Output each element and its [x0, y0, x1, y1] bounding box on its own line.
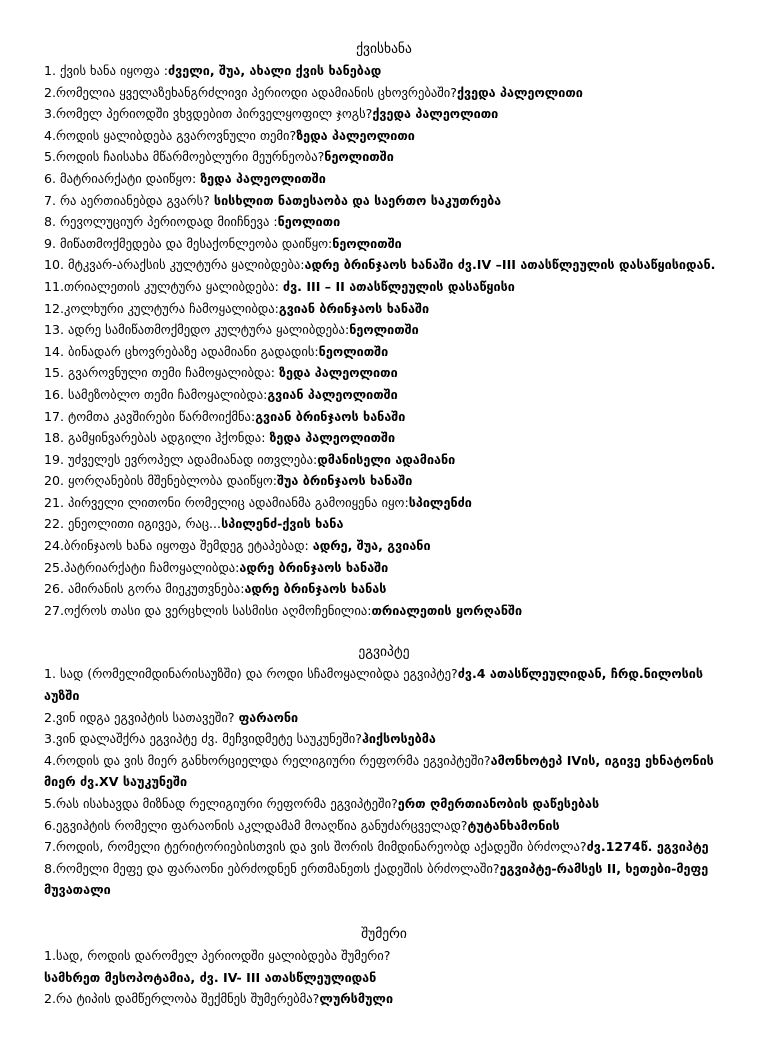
document-body: [44, 38, 724, 1010]
question-line: [44, 60, 724, 82]
answer-text: ნეოლითი: [277, 214, 341, 230]
question-line: [44, 836, 724, 858]
answer-text: ძვ.4 ათასწლეულიდან, ჩრდ.ნილოსის აუზში: [44, 666, 704, 704]
question-text: 4.როდის ყალიბდება გვაროვნული თემი?: [44, 127, 297, 143]
question-line: [44, 513, 724, 535]
question-line: [44, 858, 724, 901]
question-line: [44, 384, 724, 406]
answer-text: ადრე ბრინჯაოს ხანას: [244, 581, 387, 597]
section-title: ეგვიპტე: [358, 644, 410, 661]
question-line: [44, 470, 724, 492]
question-line: [44, 103, 724, 125]
answer-text: ფარაონი: [238, 709, 299, 725]
question-line: [44, 406, 724, 428]
question-text: 1.სად, როდის დარომელ პერიოდში ყალიბდება შუმერი?: [44, 947, 391, 963]
answer-text: ძვ. III – II ათასწლეულის დასაწყისი: [282, 278, 515, 294]
question-line: [44, 492, 724, 514]
answer-text: ადრე ბრინჯაოს ხანაში: [239, 559, 389, 575]
question-line: [44, 82, 724, 104]
question-line: [44, 362, 724, 384]
question-text: 6. მატრიარქატი დაიწყო:: [44, 170, 201, 186]
section-title: შუმერი: [361, 925, 407, 942]
answer-text: დმანისელი ადამიანი: [317, 451, 456, 467]
answer-text: სამხრეთ მესოპოტამია, ძვ. IV- III ათასწლეულიდან: [44, 969, 377, 985]
question-line: [44, 168, 724, 190]
question-text: 1. სად (რომელიმდინარისაუზში) და როდი სჩამოყალიბდა ეგვიპტე?: [44, 666, 458, 682]
question-text: 16. სამეზობლო თემი ჩამოყალიბდა:: [44, 386, 268, 402]
question-line: [44, 600, 724, 622]
question-text: 7. რა აერთიანებდა გვარს?: [44, 192, 214, 208]
question-text: 21. პირველი ლითონი რომელიც ადამიანმა გამოიყენა იყო:: [44, 494, 409, 510]
answer-text: გვიან ბრინჯაოს ხანაში: [278, 300, 430, 316]
answer-text: ძვ.1274წ. ეგვიპტე: [586, 839, 709, 855]
question-line: [44, 125, 724, 147]
question-text: 4.როდის და ვის მიერ განხორციელდა რელიგიური რეფორმა ეგვიპტეში?: [44, 752, 491, 768]
answer-text: სპილენძი: [408, 494, 472, 510]
question-text: 5.როდის ჩაისახა მწარმოებლური მეურნეობა?: [44, 149, 325, 165]
answer-text: ზედა პალეოლითი: [279, 365, 398, 381]
answer-text: ზედა პალეოლითში: [200, 170, 326, 186]
question-text: 15. გვაროვნული თემი ჩამოყალიბდა:: [44, 365, 280, 381]
question-line: [44, 535, 724, 557]
answer-text: ნეოლითში: [318, 343, 389, 359]
answer-text: ამონხოტეპ IVის, იგივე ეხნატონის მიერ ძვ.XV საუკუნეში: [44, 752, 714, 790]
question-line: [44, 190, 724, 212]
question-text: 5.რას ისახავდა მიზნად რელიგიური რეფორმა ეგვიპტეში?: [44, 796, 398, 811]
question-text: 1. ქვის ხანა იყოფა :: [44, 63, 168, 78]
question-line: [44, 254, 724, 276]
question-text: 13. ადრე სამიწათმოქმედო კულტურა ყალიბდება:: [44, 322, 350, 338]
question-text: 6.ეგვიპტის რომელი ფარაონის აკლდამამ მოაღწია განუძარცველად?: [44, 817, 468, 833]
question-text: 3.ვინ დალაშქრა ეგვიპტე ძვ. მეჩვიდმეტე საუკუნეში?: [44, 731, 362, 747]
question-line: [44, 233, 724, 255]
question-line: [44, 298, 724, 320]
answer-text: ლურსმული: [319, 991, 394, 1007]
answer-text: ეგვიპტე-რამსეს II, ხეთები-მეფე მუვათალი: [44, 860, 709, 898]
question-text: 18. გამყინვარებას ადგილი ჰქონდა:: [44, 430, 270, 446]
question-text: 17. ტომთა კავშირები წარმოიქმნა:: [44, 408, 256, 424]
question-text: 24.ბრინჯაოს ხანა იყოფა შემდეგ ეტაპებად:: [44, 538, 313, 554]
question-text: 22. ენეოლითი იგივეა, რაც...: [44, 516, 222, 532]
answer-text: ერთ ღმერთიანობის დაწესებას: [397, 796, 600, 811]
answer-text: ძველი, შუა, ახალი ქვის ხანებად: [167, 63, 382, 78]
question-text: 8.რომელი მეფე და ფარაონი ებრძოდნენ ერთმანეთს ქადეშის ბრძოლაში?: [44, 860, 500, 876]
question-text: 20. ყორღანების მშენებლობა დაიწყო:: [44, 473, 277, 489]
answer-text: თრიალეთის ყორღანში: [371, 602, 523, 618]
answer-text: ქვედა პალეოლითი: [372, 106, 499, 122]
question-line: [44, 427, 724, 449]
question-text: 25.პატრიარქატი ჩამოყალიბდა:: [44, 559, 240, 575]
question-text: 9. მიწათმოქმედება და მესაქონლეობა დაიწყო:: [44, 235, 333, 251]
question-line: [44, 945, 724, 967]
question-text: 19. უძველეს ევროპელ ადამიანად ითვლება:: [44, 451, 318, 467]
question-text: 10. მტკვარ-არაქსის კულტურა ყალიბდება:: [44, 257, 305, 273]
answer-text: ნეოლითში: [349, 322, 419, 338]
question-line: [44, 578, 724, 600]
answer-text: ზედა პალეოლითში: [269, 430, 396, 446]
question-text: 14. ბინადარ ცხოვრებაზე ადამიანი გადადის:: [44, 343, 319, 359]
question-line: [44, 967, 724, 989]
question-text: 2.ვინ იდგა ეგვიპტის სათავეში?: [44, 709, 239, 725]
question-line: [44, 707, 724, 729]
question-text: 2.რომელია ყველაზეხანგრძლივი პერიოდი ადამიანის ცხოვრებაში?: [44, 84, 457, 100]
question-line: [44, 815, 724, 837]
question-text: 26. ამირანის გორა მიეკუთვნება:: [44, 581, 245, 597]
question-line: [44, 319, 724, 341]
question-line: [44, 663, 724, 706]
question-text: 11.თრიალეთის კულტურა ყალიბდება:: [44, 278, 283, 294]
answer-text: სისხლით ნათესაობა და საერთო საკუთრება: [213, 192, 502, 208]
answer-text: ადრე, შუა, გვიანი: [312, 538, 431, 554]
question-text: 2.რა ტიპის დამწერლობა შექმნეს შუმერებმა?: [44, 991, 320, 1007]
answer-text: ქვედა პალეოლითი: [457, 84, 583, 100]
answer-text: ნეოლითში: [324, 149, 394, 165]
question-line: [44, 793, 724, 815]
question-line: [44, 557, 724, 579]
question-text: 8. რევოლუციურ პერიოდად მიიჩნევა :: [44, 214, 278, 230]
answer-text: ზედა პალეოლითი: [296, 127, 415, 143]
answer-text: შუა ბრინჯაოს ხანაში: [276, 473, 413, 489]
question-line: [44, 341, 724, 363]
answer-text: ნეოლითში: [332, 235, 402, 251]
answer-text: გვიან პალეოლითში: [267, 386, 398, 402]
answer-text: ტუტანხამონის: [467, 817, 560, 833]
question-line: [44, 449, 724, 471]
answer-text: გვიან ბრინჯაოს ხანაში: [255, 408, 406, 424]
question-line: [44, 988, 724, 1010]
question-text: 12.კოლხური კულტურა ჩამოყალიბდა:: [44, 300, 279, 316]
answer-text: ჰიქსოსებმა: [361, 731, 436, 747]
answer-text: ადრე ბრინჯაოს ხანაში ძვ.IV –III ათასწლეულის დასაწყისიდან.: [304, 257, 716, 273]
question-line: [44, 750, 724, 793]
question-line: [44, 728, 724, 750]
question-line: [44, 276, 724, 298]
question-line: [44, 146, 724, 168]
question-line: [44, 211, 724, 233]
question-text: 3.რომელ პერიოდში ვხვდებით პირველყოფილ ჯოგს?: [44, 106, 373, 122]
answer-text: სპილენძ-ქვის ხანა: [221, 516, 344, 532]
document-page: [0, 38, 768, 1062]
question-text: 27.ოქროს თასი და ვერცხლის სასმისი აღმოჩენილია:: [44, 602, 372, 618]
question-text: 7.როდის, რომელი ტერიტორიებისთვის და ვის შორის მიმდინარეობდ აქადეში ბრძოლა?: [44, 839, 587, 855]
section-title: ქვისხანა: [356, 41, 412, 57]
